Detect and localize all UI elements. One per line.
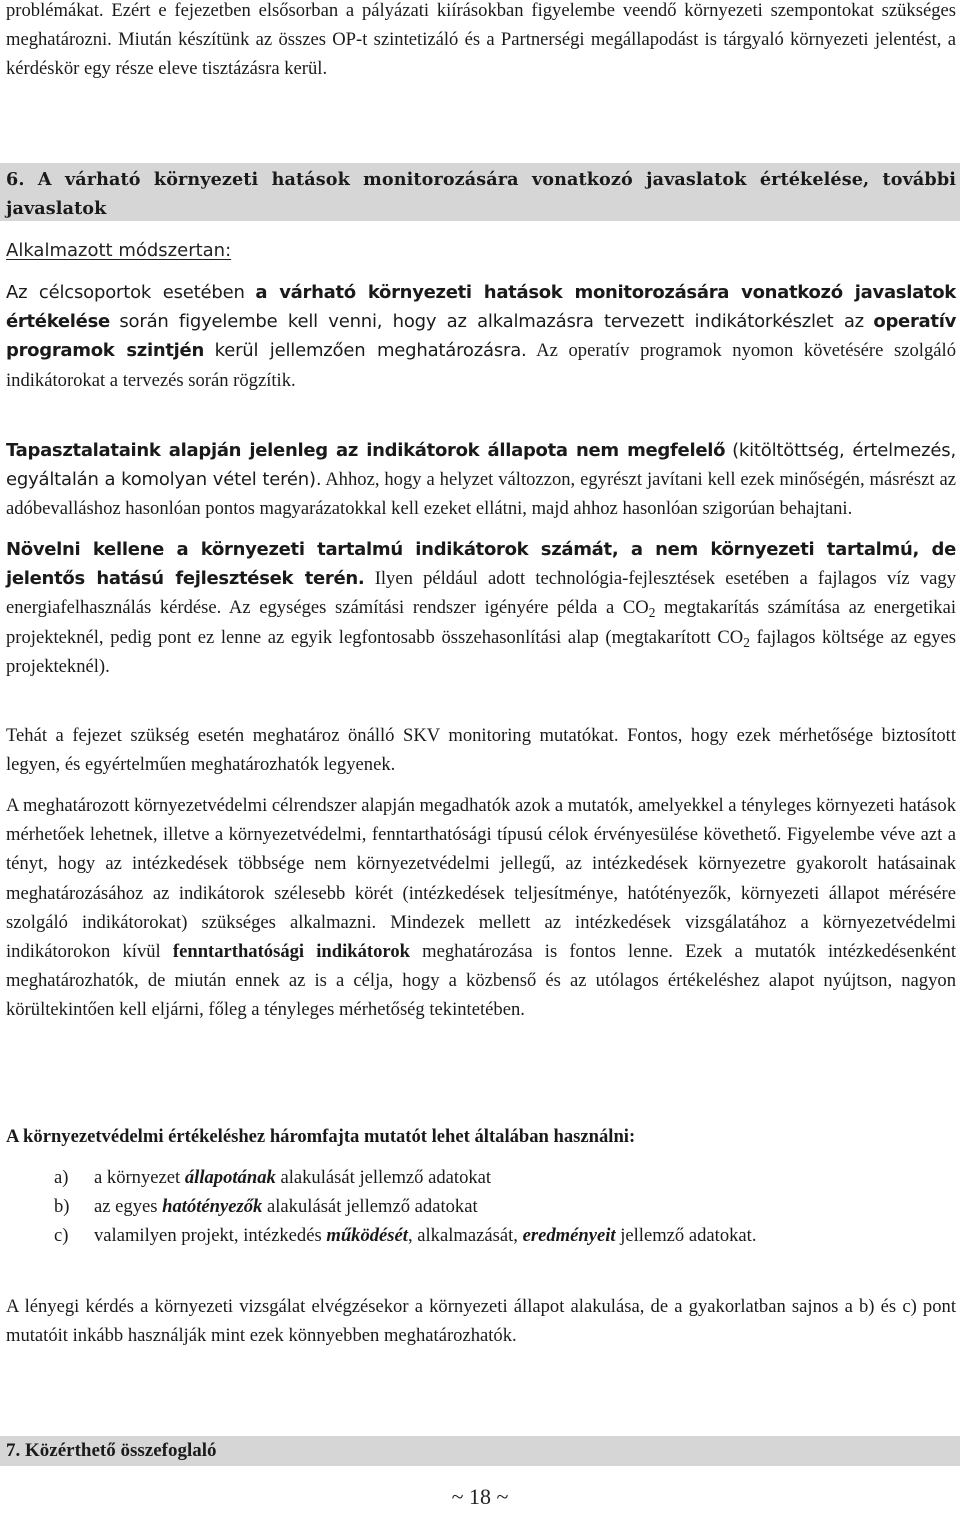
p3-sub-2: 2	[743, 634, 750, 650]
p3-bold-a: Növelni kellene a környezeti tartalmú indikátorok számát, a nem környezeti tartalmú, de jelentős hatású fejlesztések terén.	[6, 539, 956, 590]
p3-text-c: Az egységes számítási rendszer igényére példa a CO	[228, 597, 649, 619]
list-text: alakulását jellemző adatokat	[280, 1167, 492, 1188]
list-item	[54, 1192, 956, 1221]
p1-text-e: kerül jellemzően meghatározásra.	[214, 340, 527, 362]
intro-paragraph: problémákat. Ezért e fejezetben elsősorban a pályázati kiírásokban figyelembe veendő környezeti szempontokat szükséges meghatározni. Miután készítünk az összes OP-t szintetizáló és a Partnerségi megállapodást is tárgyaló környezeti jelentést, a kérdéskör egy része eleve tisztázásra kerül.	[6, 0, 956, 80]
p3-sub-1: 2	[648, 605, 656, 621]
p5-text-b: Figyelembe véve azt a tényt, hogy az intézkedések többsége nem környezetvédelmi jellegű, az intézkedések környezetre gyakorolt hatásainak meghatározásához az indikátorok szélesebb körét (intézkedések teljesítménye, hatótényezők, környezeti állapot mérésére szolgáló indikátorokat) szükséges alkalmazni.	[6, 824, 956, 933]
paragraph-conclusion: A lényegi kérdés a környezeti vizsgálat elvégzésekor a környezeti állapot alakulása, de a gyakorlatban sajnos a b) és c) pont mutatóit inkább használják mint ezek könnyebben meghatározhatók.	[6, 1296, 956, 1347]
list-text: az egyes	[94, 1196, 158, 1218]
list-emphasis: állapotának	[184, 1167, 276, 1188]
paragraph-indicators	[6, 791, 956, 1025]
p1-text-c: során figyelembe kell venni, hogy az alkalmazásra tervezett indikátorkészlet az	[119, 311, 864, 333]
p1-text-a: Az célcsoportok esetében	[6, 282, 245, 303]
indicator-list	[54, 1163, 956, 1251]
list-item	[54, 1221, 956, 1250]
list-emphasis: hatótényezők	[162, 1196, 263, 1218]
p2-bold-a: Tapasztalataink alapján jelenleg az indikátorok állapota nem megfelelő	[6, 440, 726, 461]
list-text: jellemző adatokat.	[620, 1225, 757, 1247]
list-emphasis: működését	[326, 1225, 408, 1247]
p1-text-f: Az operatív programok nyomon követésére szolgáló indikátorokat a tervezés során rögzítik.	[6, 340, 956, 391]
list-marker: c)	[54, 1225, 69, 1247]
list-text: alakulását jellemző adatokat	[267, 1196, 478, 1218]
method-label: Alkalmazott módszertan:	[6, 240, 232, 261]
p5-text-a: A meghatározott környezetvédelmi célrendszer alapján megadhatók azok a mutatók, amelyekkel a tényleges környezeti hatások mérhetőek lehetnek, illetve a környezetvédelmi, fenntarthatósági típusú célok érvényesülése követhető.	[6, 795, 956, 846]
section-7-heading: 7. Közérthető összefoglaló	[6, 1440, 217, 1461]
list-emphasis: eredményeit	[522, 1225, 616, 1247]
list-item	[54, 1163, 956, 1192]
p2-text-b: (kitöltöttség, értelmezés, egyáltalán a komolyan vétel terén).	[6, 440, 956, 491]
p4-text-a: Tehát a fejezet szükség esetén meghatároz önálló SKV monitoring mutatókat.	[6, 725, 619, 746]
p2-text-c: Ahhoz, hogy a helyzet változzon, egyrészt javítani kell ezek minőségén, másrészt az adóbevalláshoz hasonlóan pontos magyarázatokkal kell ezeket ellátni, majd ahhoz hasonlóan szigorúan behajtani.	[6, 469, 956, 520]
paragraph-skv	[6, 721, 956, 779]
p5-bold-d: fenntarthatósági indikátorok	[172, 941, 410, 963]
paragraph-increase	[6, 535, 956, 681]
p3-text-e: fajlagos költsége az egyes projekteknél).	[6, 626, 956, 677]
list-marker: a)	[54, 1167, 69, 1188]
page-number: ~ 18 ~	[451, 1484, 509, 1509]
list-marker: b)	[54, 1196, 70, 1218]
list-text: a környezet	[94, 1167, 181, 1188]
p3-text-b: Ilyen például adott technológia-fejlesztések esetében a fajlagos víz vagy energiafelhasználás kérdése.	[6, 568, 957, 619]
p1-bold-b: a várható környezeti hatások monitorozására vonatkozó javaslatok értékelése	[6, 282, 956, 333]
list-text: , alkalmazását,	[407, 1225, 518, 1247]
p4-text-b: Fontos, hogy ezek mérhetősége biztosított legyen, és egyértelműen meghatározhatók legyenek.	[6, 725, 957, 776]
paragraph-three-types	[6, 1122, 956, 1151]
p1-bold-d: operatív programok szintjén	[6, 311, 956, 362]
p5-text-e: meghatározása is fontos lenne. Ezek a mutatók intézkedésenként meghatározhatók, de miután ennek az is a célja, hogy a közbenső és az utólagos értékeléshez alapot nyújtson, nagyon körültekintően kell eljárni, főleg a tényleges mérhetőség tekintetében.	[6, 941, 957, 1021]
list-text: valamilyen projekt, intézkedés	[94, 1225, 322, 1247]
paragraph-monitoring	[6, 278, 956, 395]
section-6-heading: 6. A várható környezeti hatások monitorozására vonatkozó javaslatok értékelése, további javaslatok	[6, 169, 956, 219]
paragraph-experience	[6, 436, 956, 524]
p5-text-c: Mindezek mellett az intézkedések vizsgálatához a környezetvédelmi indikátorokon kívül	[6, 911, 957, 963]
p3-text-d: megtakarítás számítása az energetikai projekteknél, pedig pont ez lenne az egyik legfontosabb összehasonlítási alap (megtakarított CO	[6, 597, 956, 648]
p6-bold: A környezetvédelmi értékeléshez háromfajta mutatót lehet általában használni:	[6, 1126, 636, 1147]
